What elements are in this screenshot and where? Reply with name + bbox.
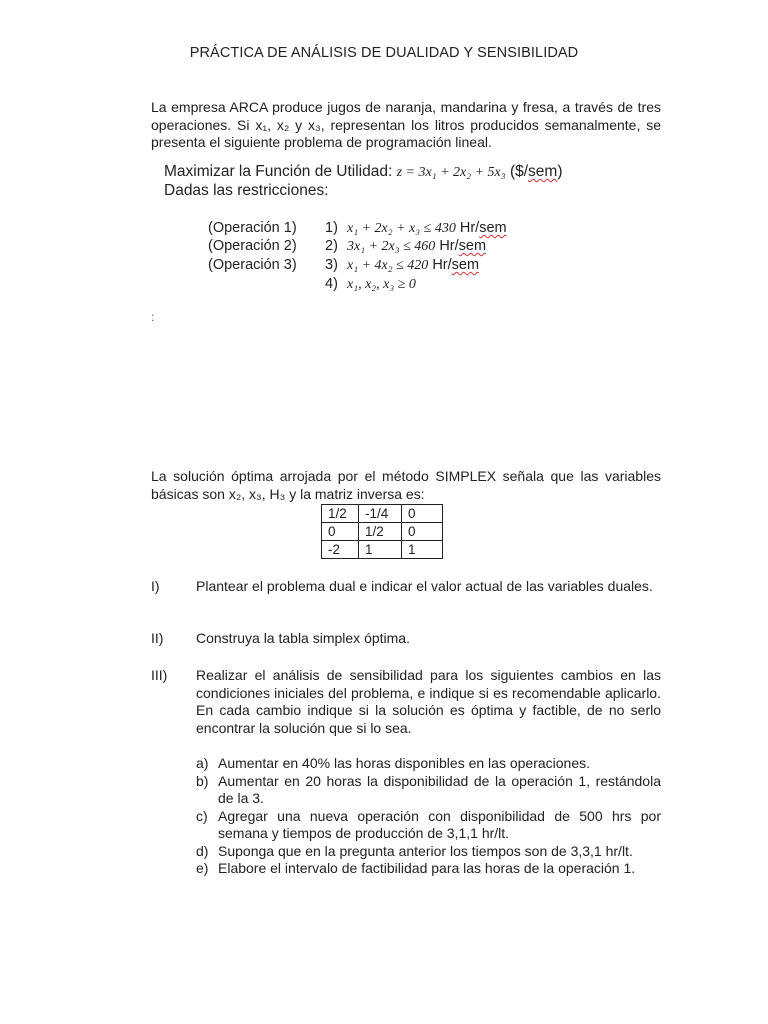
objective-unit-wavy: sem [528, 163, 558, 180]
list-item-text: Aumentar en 20 horas la disponibilidad de la operación 1, restándola de la 3. [218, 772, 661, 806]
constraint-number: 2) [325, 238, 338, 254]
list-item [196, 860, 661, 878]
objective-unit-open: ( [505, 163, 516, 180]
list-item-text: Aumentar en 40% las horas disponibles en las operaciones. [218, 755, 591, 771]
solution-paragraph: La solución óptima arrojada por el método SIMPLEX señala que las variables básicas son x₂, x₃, H₃ y la matriz inversa es: [151, 468, 661, 502]
stray-colon: : [151, 310, 155, 324]
question-text: Plantear el problema dual e indicar el valor actual de las variables duales. [196, 578, 653, 594]
constraint-formula: x₁ + 4x₂ ≤ 420 [347, 258, 429, 273]
inverse-matrix-table [321, 504, 443, 559]
list-item-key: c) [196, 807, 208, 824]
constraint-number: 4) [325, 276, 338, 292]
table-row [322, 523, 443, 541]
constraint-unit-main: Hr/ [459, 220, 480, 236]
given-constraints-heading: Dadas las restricciones: [164, 182, 329, 199]
list-item-key: d) [196, 842, 209, 859]
constraint-row [0, 257, 768, 275]
list-item [196, 843, 661, 861]
list-item-text: Elabore el intervalo de factibilidad para las horas de la operación 1. [218, 860, 636, 876]
constraint-label: (Operación 2) [208, 238, 297, 254]
matrix-cell: 1/2 [322, 505, 359, 523]
constraint-expression [347, 276, 416, 293]
list-item-text: Agregar una nueva operación con disponibilidad de 500 hrs por semana y tiempos de producción de 3,1,1 hr/lt. [218, 807, 661, 841]
matrix-cell: 0 [402, 523, 443, 541]
objective-prefix: Maximizar la Función de Utilidad: [164, 163, 397, 180]
matrix-cell: 1 [359, 541, 402, 559]
constraint-unit-wavy: sem [458, 238, 487, 254]
matrix-cell: 1/2 [359, 523, 402, 541]
matrix-cell: 0 [322, 523, 359, 541]
constraint-row [0, 220, 768, 238]
question-text: Realizar el análisis de sensibilidad para los siguientes cambios en las condiciones iniciales del problema, e indique si es recomendable aplicarlo. En cada cambio indique si la solución es óptima y factible, de no serlo encontrar la solución que si lo sea. [196, 667, 661, 736]
constraint-formula: x₁, x₂, x₃ ≥ 0 [347, 277, 416, 292]
constraint-formula: 3x₁ + 2x₃ ≤ 460 [347, 239, 436, 254]
list-item-key: b) [196, 772, 209, 789]
constraint-unit-wavy: sem [451, 257, 480, 273]
list-item [196, 755, 661, 773]
constraint-unit-main: Hr/ [432, 257, 452, 273]
list-item [196, 808, 661, 843]
matrix-cell: 1 [402, 541, 443, 559]
constraint-expression [347, 220, 507, 237]
list-item-text: Suponga que en la pregunta anterior los tiempos son de 3,3,1 hr/lt. [218, 842, 633, 859]
constraint-formula: x₁ + 2x₂ + x₃ ≤ 430 [347, 221, 456, 236]
question-number: III) [151, 667, 168, 683]
intro-paragraph: La empresa ARCA produce jugos de naranja, mandarina y fresa, a través de tres operaciones. Si x₁, x₂ y x₃, representan los litros producidos semanalmente, se presenta el siguiente problema de programación lineal. [151, 99, 661, 150]
constraint-label: (Operación 3) [208, 257, 297, 273]
constraint-unit-main: Hr/ [439, 238, 459, 254]
objective-unit-main: $/ [515, 163, 529, 180]
matrix-cell: -1/4 [359, 505, 402, 523]
matrix-cell: -2 [322, 541, 359, 559]
constraint-expression [347, 257, 479, 274]
constraint-label: (Operación 1) [208, 220, 297, 236]
list-item-key: e) [196, 860, 209, 876]
question-number: I) [151, 578, 160, 594]
constraint-row [0, 238, 768, 256]
constraint-row [0, 276, 768, 294]
sensitivity-subitems-list [196, 755, 661, 878]
matrix-cell: 0 [402, 505, 443, 523]
constraint-number: 1) [325, 220, 338, 236]
question-text: Construya la tabla simplex óptima. [196, 630, 410, 646]
list-item-key: a) [196, 755, 209, 771]
constraint-unit-wavy: sem [479, 220, 507, 236]
page-title: PRÁCTICA DE ANÁLISIS DE DUALIDAD Y SENSIBILIDAD [189, 45, 579, 61]
list-item [196, 773, 661, 808]
constraint-number: 3) [325, 257, 338, 273]
objective-function [164, 163, 563, 181]
objective-unit-close: ) [557, 163, 563, 180]
table-row [322, 541, 443, 559]
question-number: II) [151, 630, 164, 646]
objective-formula: z = 3x₁ + 2x₂ + 5x₃ [396, 165, 506, 180]
constraint-expression [347, 238, 486, 255]
table-row [322, 505, 443, 523]
